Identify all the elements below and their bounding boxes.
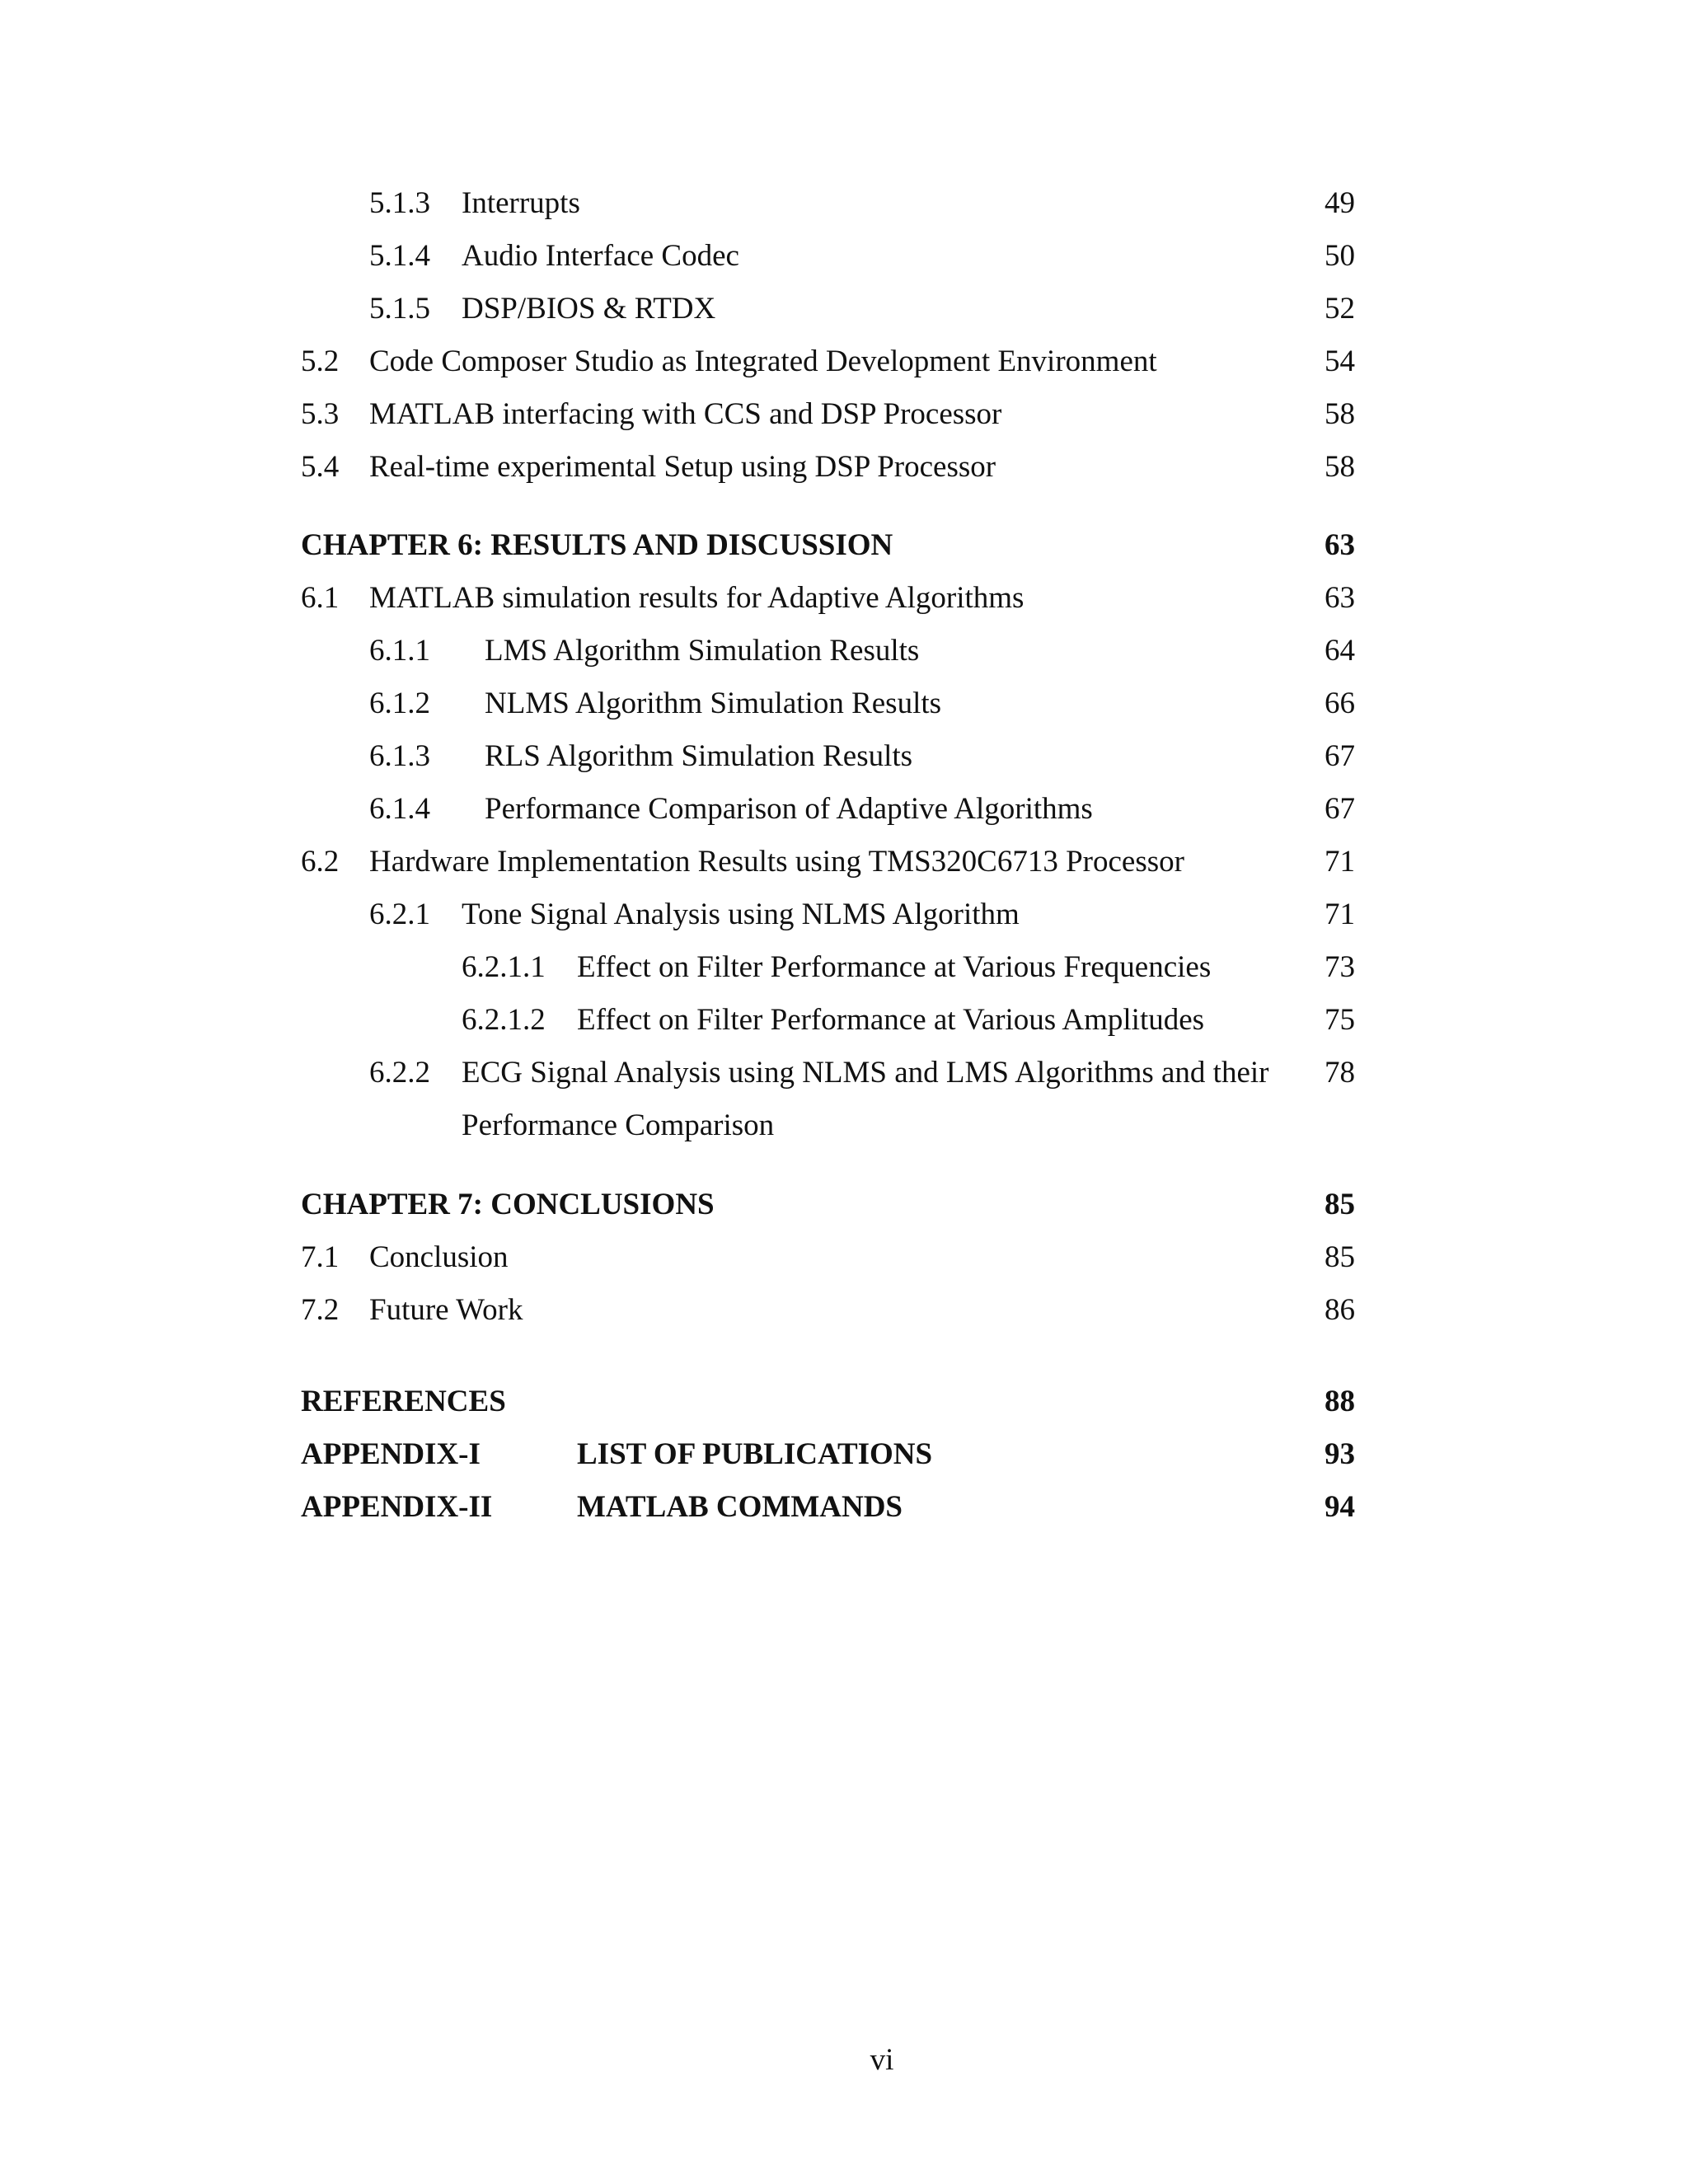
toc-page: 75 (1325, 1003, 1355, 1037)
toc-page: 67 (1325, 792, 1355, 826)
toc-page: 78 (1325, 1056, 1355, 1090)
toc-title: Effect on Filter Performance at Various Amplitudes (577, 1003, 1205, 1037)
toc-number: 6.1.3 (369, 739, 430, 773)
toc-page: 58 (1325, 450, 1355, 484)
toc-number: 5.3 (301, 397, 340, 431)
toc-number: 6.1 (301, 581, 340, 615)
toc-chapter-6[interactable] (0, 521, 1688, 570)
toc-entry-6-1-3[interactable] (0, 732, 1688, 781)
toc-title: Performance Comparison of Adaptive Algorithms (485, 792, 1093, 826)
toc-appendix-title: LIST OF PUBLICATIONS (577, 1437, 933, 1471)
toc-chapter-title: REFERENCES (301, 1385, 506, 1418)
toc-appendix-label: APPENDIX-II (301, 1490, 493, 1524)
toc-page: 86 (1325, 1293, 1355, 1327)
toc-entry-6-2[interactable] (0, 837, 1688, 887)
toc-title: LMS Algorithm Simulation Results (485, 634, 920, 668)
toc-title: Tone Signal Analysis using NLMS Algorithm (462, 898, 1020, 931)
toc-entry-6-1-2[interactable] (0, 679, 1688, 729)
toc-number: 6.2.2 (369, 1056, 430, 1090)
toc-page: 85 (1325, 1188, 1355, 1221)
toc-number: 6.2.1 (369, 898, 430, 931)
toc-title: Hardware Implementation Results using TMS320C6713 Processor (369, 845, 1184, 879)
toc-number: 5.1.4 (369, 239, 430, 273)
toc-page: 49 (1325, 186, 1355, 220)
toc-page: 85 (1325, 1240, 1355, 1274)
toc-entry-6-1[interactable] (0, 574, 1688, 623)
toc-title: MATLAB interfacing with CCS and DSP Processor (369, 397, 1002, 431)
toc-chapter-7[interactable] (0, 1180, 1688, 1230)
toc-entry-5-3[interactable] (0, 390, 1688, 439)
page-number-footer: vi (870, 2043, 894, 2077)
toc-title: RLS Algorithm Simulation Results (485, 739, 913, 773)
toc-title: Audio Interface Codec (462, 239, 739, 273)
toc-page: 58 (1325, 397, 1355, 431)
toc-number: 6.1.2 (369, 687, 430, 720)
toc-chapter-title: CHAPTER 6: RESULTS AND DISCUSSION (301, 528, 893, 562)
toc-number: 5.1.3 (369, 186, 430, 220)
toc-page: 64 (1325, 634, 1355, 668)
toc-title: MATLAB simulation results for Adaptive Algorithms (369, 581, 1025, 615)
toc-title: Interrupts (462, 186, 580, 220)
toc-references[interactable] (0, 1377, 1688, 1427)
toc-entry-6-2-1-2[interactable] (0, 996, 1688, 1045)
toc-number: 5.1.5 (369, 292, 430, 326)
toc-page: 67 (1325, 739, 1355, 773)
toc-title: DSP/BIOS & RTDX (462, 292, 716, 326)
toc-appendix-label: APPENDIX-I (301, 1437, 481, 1471)
toc-entry-6-2-1-1[interactable] (0, 943, 1688, 992)
toc-number: 6.2 (301, 845, 340, 879)
toc-entry-7-2[interactable] (0, 1286, 1688, 1335)
toc-entry-7-1[interactable] (0, 1233, 1688, 1282)
toc-entry-5-1-5[interactable] (0, 284, 1688, 334)
toc-appendix-1[interactable] (0, 1430, 1688, 1479)
toc-title: Effect on Filter Performance at Various Frequencies (577, 950, 1212, 984)
toc-entry-5-4[interactable] (0, 443, 1688, 492)
toc-page: 93 (1325, 1437, 1355, 1471)
toc-appendix-title: MATLAB COMMANDS (577, 1490, 903, 1524)
toc-number: 6.2.1.1 (462, 950, 546, 984)
toc-number: 6.1.4 (369, 792, 430, 826)
toc-page: 52 (1325, 292, 1355, 326)
toc-page: 66 (1325, 687, 1355, 720)
toc-number: 5.2 (301, 344, 340, 378)
toc-page: 71 (1325, 845, 1355, 879)
toc-entry-6-2-2[interactable] (0, 1048, 1688, 1098)
toc-chapter-title: CHAPTER 7: CONCLUSIONS (301, 1188, 715, 1221)
toc-entry-6-2-1[interactable] (0, 890, 1688, 940)
toc-page: 50 (1325, 239, 1355, 273)
toc-number: 7.1 (301, 1240, 340, 1274)
toc-entry-6-1-4[interactable] (0, 785, 1688, 834)
toc-title: Code Composer Studio as Integrated Development Environment (369, 344, 1157, 378)
toc-page: 73 (1325, 950, 1355, 984)
toc-title: Conclusion (369, 1240, 509, 1274)
toc-page: 71 (1325, 898, 1355, 931)
toc-page: 88 (1325, 1385, 1355, 1418)
toc-number: 6.1.1 (369, 634, 430, 668)
toc-page: 63 (1325, 528, 1355, 562)
toc-number: 6.2.1.2 (462, 1003, 546, 1037)
toc-appendix-2[interactable] (0, 1483, 1688, 1532)
toc-entry-5-1-4[interactable] (0, 232, 1688, 281)
toc-page: 63 (1325, 581, 1355, 615)
toc-entry-5-2[interactable] (0, 337, 1688, 387)
toc-entry-6-1-1[interactable] (0, 626, 1688, 676)
toc-number: 5.4 (301, 450, 340, 484)
toc-number: 7.2 (301, 1293, 340, 1327)
toc-entry-6-2-2-continued (0, 1101, 1688, 1151)
toc-title-continued: Performance Comparison (462, 1108, 775, 1142)
toc-page: 54 (1325, 344, 1355, 378)
toc-title: NLMS Algorithm Simulation Results (485, 687, 942, 720)
toc-title: Real-time experimental Setup using DSP Processor (369, 450, 996, 484)
toc-entry-5-1-3[interactable] (0, 179, 1688, 228)
toc-page: 94 (1325, 1490, 1355, 1524)
toc-title: Future Work (369, 1293, 523, 1327)
toc-title: ECG Signal Analysis using NLMS and LMS Algorithms and their (462, 1056, 1269, 1090)
